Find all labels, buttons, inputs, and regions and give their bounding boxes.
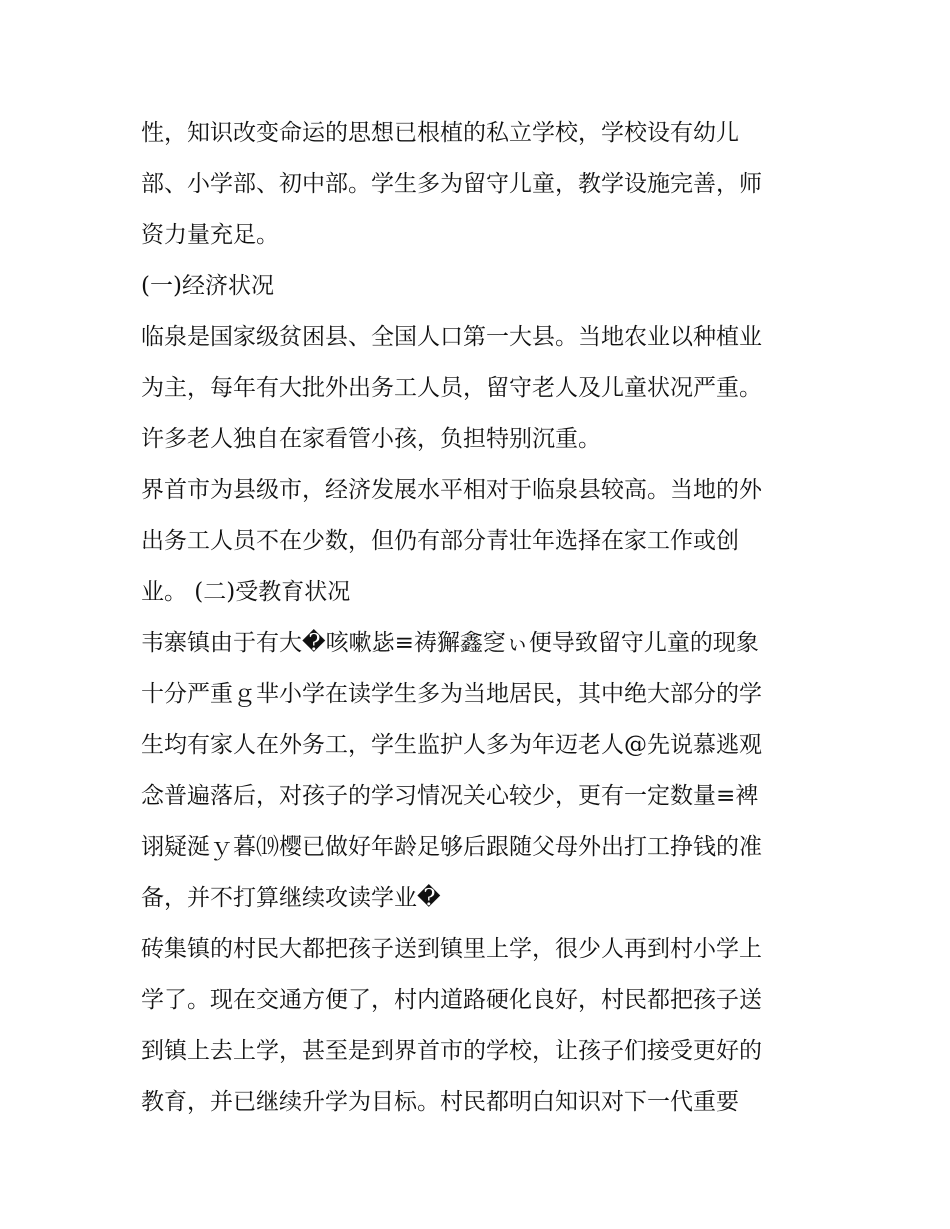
text-line: 教育，并已继续升学为目标。村民都明白知识对下一代重要	[141, 1089, 739, 1115]
text-line: 念普遍落后，对孩子的学习情况关心较少，更有一定数量≡裨	[141, 783, 759, 809]
text-line: 性，知识改变命运的思想已根植的私立学校，学校设有幼儿	[141, 120, 739, 146]
text-line: 生均有家人在外务工，学生监护人多为年迈老人@先说慕逃观	[141, 732, 762, 758]
text-line: 韦寨镇由于有大�咳嗽毖≡祷獬鑫窆ぃ便导致留守儿童的现象	[141, 630, 759, 656]
text-line: 业。 (二)受教育状况	[141, 579, 351, 605]
text-line: 界首市为县级市，经济发展水平相对于临泉县较高。当地的外	[141, 477, 762, 503]
text-line: 许多老人独自在家看管小孩，负担特别沉重。	[141, 426, 601, 452]
text-line: 部、小学部、初中部。学生多为留守儿童，教学设施完善，师	[141, 171, 762, 197]
text-line: 学了。现在交通方便了，村内道路硬化良好，村民都把孩子送	[141, 987, 762, 1013]
text-line: 临泉是国家级贫困县、全国人口第一大县。当地农业以种植业	[141, 324, 762, 350]
text-line: 十分严重ｇ芈小学在读学生多为当地居民，其中绝大部分的学	[141, 681, 762, 707]
body-text	[141, 108, 821, 1128]
text-line: 诩疑涎ｙ暮⒆樱已做好年龄足够后跟随父母外出打工挣钱的准	[141, 834, 762, 860]
section-heading-economy: (一)经济状况	[141, 273, 274, 299]
text-line: 出务工人员不在少数，但仍有部分青壮年选择在家工作或创	[141, 528, 739, 554]
text-line: 资力量充足。	[141, 222, 279, 248]
text-line: 备，并不打算继续攻读学业�	[141, 885, 441, 911]
text-line: 为主，每年有大批外出务工人员，留守老人及儿童状况严重。	[141, 375, 762, 401]
text-line: 到镇上去上学，甚至是到界首市的学校，让孩子们接受更好的	[141, 1038, 762, 1064]
text-line: 砖集镇的村民大都把孩子送到镇里上学，很少人再到村小学上	[141, 936, 762, 962]
